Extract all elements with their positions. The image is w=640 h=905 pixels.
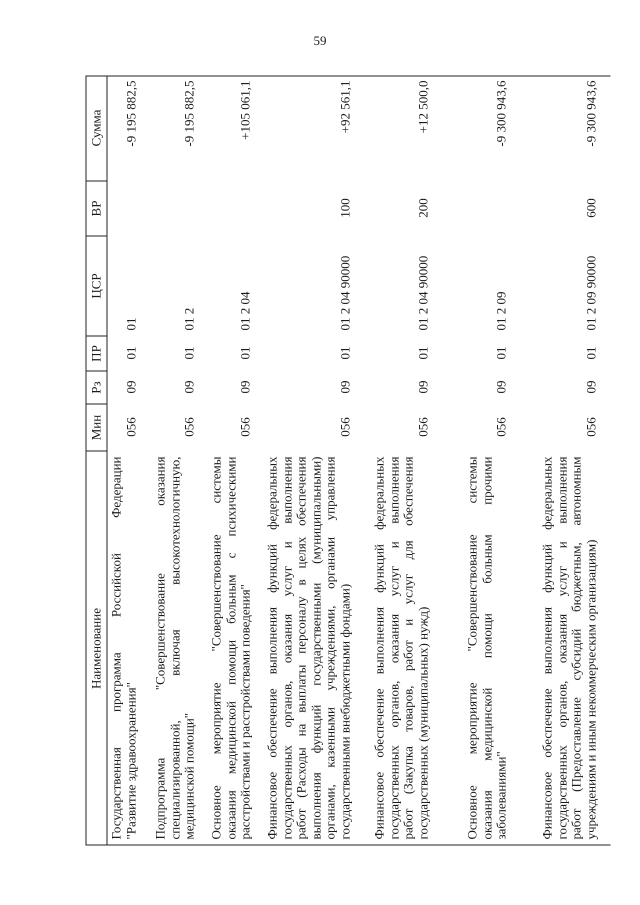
row-name-line: Основное мероприятие "Совершенствование системы bbox=[464, 456, 479, 839]
vr-cell bbox=[182, 180, 197, 235]
pr-cell: 01 bbox=[336, 346, 352, 359]
row-name-line: выполнения функций государственными (муниципальными) bbox=[307, 456, 323, 839]
row-name-line: медицинской помощи" bbox=[181, 712, 196, 839]
row-name-line: государственных (муниципальных) нужд) bbox=[414, 606, 430, 839]
min-cell: 056 bbox=[181, 416, 196, 437]
row-name-line: Государственная программа Российской Федерации bbox=[108, 456, 123, 839]
min-cell: 056 bbox=[582, 416, 598, 437]
row-name-cell bbox=[153, 450, 197, 845]
csr-cell: 01 2 04 90000 bbox=[336, 255, 352, 330]
page-number: 59 bbox=[313, 33, 327, 48]
row-name-cell bbox=[540, 450, 598, 845]
csr-cell: 01 2 09 bbox=[493, 291, 508, 330]
csr-cell: 01 bbox=[122, 317, 138, 330]
row-name-cell bbox=[372, 450, 430, 845]
row-name-cell bbox=[209, 450, 253, 845]
row-name-line: заболеваниями" bbox=[493, 750, 508, 839]
rz-cell: 09 bbox=[493, 380, 508, 393]
row-name-line: расстройствами и расстройствами поведения" bbox=[237, 583, 252, 839]
row-name-line: государственных органов, оказания услуг и выполнения bbox=[278, 456, 294, 839]
header-rz: Рз bbox=[86, 370, 106, 403]
row-name-line: государственными внебюджетными фондами) bbox=[336, 583, 352, 839]
sum-cell: -9 300 943,6 bbox=[582, 80, 598, 147]
sum-cell: +105 061,1 bbox=[237, 80, 252, 140]
pr-cell: 01 bbox=[237, 346, 252, 359]
csr-cell: 01 2 04 bbox=[237, 291, 252, 330]
row-name-cell bbox=[109, 450, 138, 845]
row-name-line: Финансовое обеспечение выполнения функций федеральных bbox=[539, 456, 554, 839]
header-csr: ЦСР bbox=[86, 235, 106, 335]
rz-cell: 09 bbox=[582, 380, 598, 393]
header-sum: Сумма bbox=[88, 109, 103, 146]
pr-cell: 01 bbox=[122, 346, 138, 359]
row-name-line: работ (Предоставление субсидий бюджетным, автономным bbox=[568, 456, 583, 839]
csr-cell: 01 2 09 90000 bbox=[582, 255, 598, 330]
pr-cell: 01 bbox=[582, 346, 598, 359]
row-name-line: Финансовое обеспечение выполнения функций федеральных bbox=[371, 456, 386, 839]
header-pr: ПР bbox=[86, 335, 106, 370]
row-name-line: "Развитие здравоохранения" bbox=[122, 681, 138, 839]
table-row bbox=[372, 75, 430, 845]
row-name-cell bbox=[465, 450, 509, 845]
sum-cell: +12 500,0 bbox=[414, 80, 430, 133]
rz-cell: 09 bbox=[237, 380, 252, 393]
min-cell: 056 bbox=[122, 416, 138, 437]
csr-cell: 01 2 bbox=[181, 307, 196, 330]
row-name-line: оказания медицинской помощи больным с психическими bbox=[222, 456, 238, 839]
table-row bbox=[209, 75, 253, 845]
csr-cell: 01 2 04 90000 bbox=[414, 255, 430, 330]
rz-cell: 09 bbox=[336, 380, 352, 393]
min-cell: 056 bbox=[493, 416, 508, 437]
table-row bbox=[153, 75, 197, 845]
rz-cell: 09 bbox=[414, 380, 430, 393]
row-name-line: Подпрограмма "Совершенствование оказания bbox=[152, 456, 167, 839]
budget-table bbox=[85, 75, 610, 845]
row-name-line: органами, казенными учреждениями, органами управления bbox=[322, 456, 337, 839]
min-cell: 056 bbox=[237, 416, 252, 437]
row-name-line: государственных органов, оказания услуг и выполнения bbox=[553, 456, 569, 839]
header-min: Мин bbox=[86, 403, 106, 450]
row-name-line: работ (Закупка товаров, работ и услуг для обеспечения bbox=[400, 456, 415, 839]
header-vr: ВР bbox=[86, 180, 106, 235]
row-name-line: оказания медицинской помощи больным прочими bbox=[478, 456, 494, 839]
header-name: Наименование bbox=[86, 450, 106, 845]
pr-cell: 01 bbox=[493, 346, 508, 359]
sum-cell: -9 300 943,6 bbox=[493, 80, 508, 147]
sum-cell: +92 561,1 bbox=[336, 80, 352, 133]
table-header bbox=[85, 75, 107, 845]
row-name-line: специализированной, включая высокотехнологичную, bbox=[166, 456, 182, 839]
vr-cell: 600 bbox=[582, 197, 598, 218]
row-name-line: государственных органов, оказания услуг и выполнения bbox=[385, 456, 401, 839]
rz-cell: 09 bbox=[122, 380, 138, 393]
vr-cell bbox=[494, 180, 509, 235]
row-name-line: учреждениям и иным некоммерческим организациям) bbox=[582, 539, 598, 839]
vr-cell bbox=[124, 180, 139, 235]
sum-cell: -9 195 882,5 bbox=[181, 80, 196, 147]
vr-cell bbox=[238, 180, 253, 235]
sum-cell: -9 195 882,5 bbox=[122, 80, 138, 147]
table-row bbox=[109, 75, 138, 845]
row-name-line: Основное мероприятие "Совершенствование системы bbox=[208, 456, 223, 839]
row-name-cell bbox=[265, 450, 352, 845]
vr-cell: 200 bbox=[414, 197, 430, 218]
rz-cell: 09 bbox=[181, 380, 196, 393]
table-row bbox=[265, 75, 352, 845]
vr-cell: 100 bbox=[336, 197, 352, 218]
table-row bbox=[540, 75, 598, 845]
min-cell: 056 bbox=[336, 416, 352, 437]
pr-cell: 01 bbox=[414, 346, 430, 359]
table-row bbox=[465, 75, 509, 845]
pr-cell: 01 bbox=[181, 346, 196, 359]
row-name-line: работ (Расходы на выплаты персоналу в целях обеспечения bbox=[293, 456, 308, 839]
row-name-line: Финансовое обеспечение выполнения функций федеральных bbox=[264, 456, 279, 839]
min-cell: 056 bbox=[414, 416, 430, 437]
